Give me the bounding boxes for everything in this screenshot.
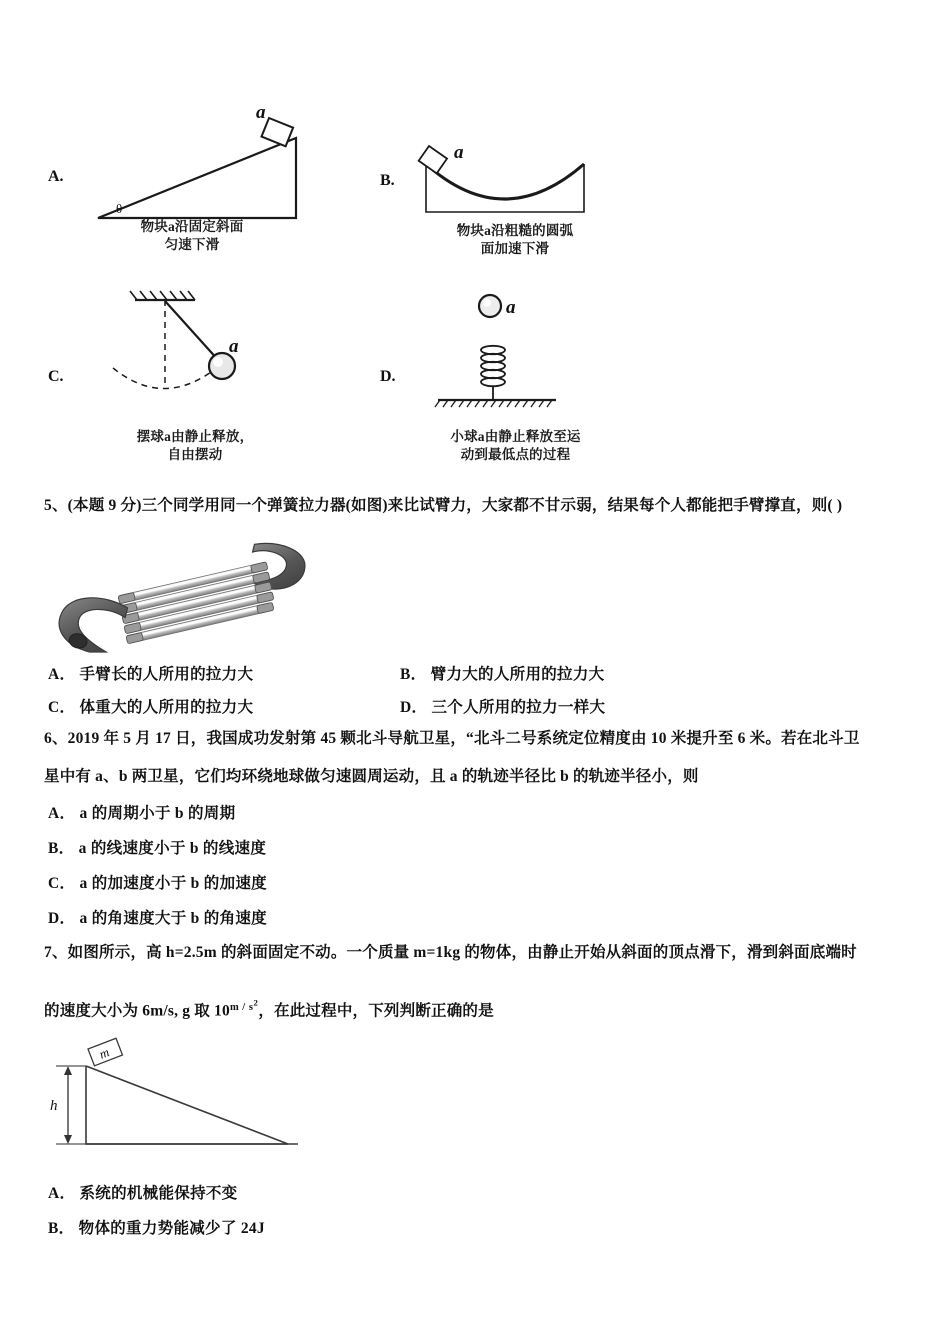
option-c-caption xyxy=(95,428,295,464)
option-a-caption-line2: 匀速下滑 xyxy=(164,237,220,253)
q6-option-d xyxy=(48,906,267,928)
q6-option-c-text: a 的加速度小于 b 的加速度 xyxy=(79,875,267,892)
q6-option-a xyxy=(48,801,235,823)
option-b-label: B. xyxy=(380,172,395,189)
option-d-caption xyxy=(408,428,623,464)
q5-option-c-label: C． xyxy=(48,699,76,716)
svg-text:h: h xyxy=(50,1098,58,1114)
q6-option-d-label: D． xyxy=(48,910,76,927)
q6-option-d-text: a 的角速度大于 b 的角速度 xyxy=(79,910,267,927)
q5-option-d-label: D． xyxy=(400,699,428,716)
q6-option-a-label: A． xyxy=(48,805,76,822)
q7-option-b-label: B． xyxy=(48,1220,75,1237)
option-a-caption-line1: 物块a沿固定斜面 xyxy=(140,219,244,234)
figure-chest-expander-photo xyxy=(58,532,326,650)
svg-text:a: a xyxy=(454,142,464,163)
q6-option-b-text: a 的线速度小于 b 的线速度 xyxy=(78,840,267,857)
svg-text:a: a xyxy=(506,297,516,318)
q5-option-b xyxy=(400,662,604,684)
option-b-caption xyxy=(415,222,615,258)
q7-option-b xyxy=(48,1216,265,1238)
question-6-stem-line2: 星中有 a、b 两卫星，它们均环绕地球做匀速圆周运动，且 a 的轨迹半径比 b 的轨迹半径小，则 xyxy=(44,768,699,785)
q6-option-c-label: C． xyxy=(48,875,76,892)
q7-stem-pre: 的速度大小为 6m/s, g 取 10 xyxy=(44,1002,230,1020)
figure-ball-above-spring xyxy=(430,290,620,418)
q6-option-c xyxy=(48,871,267,893)
q7-option-b-text: 物体的重力势能减少了 24J xyxy=(78,1220,265,1237)
figure-concave-arc-block xyxy=(418,142,598,222)
q6-option-a-text: a 的周期小于 b 的周期 xyxy=(79,805,236,822)
option-b-caption-line1: 物块a沿粗糙的圆弧 xyxy=(456,223,574,238)
option-d-caption-line1: 小球a由静止释放至运 xyxy=(450,429,581,444)
question-5-stem: 5、(本题 9 分)三个同学用同一个弹簧拉力器(如图)来比试臂力，大家都不甘示弱，结果每个人都能把手臂撑直，则( ) xyxy=(44,497,843,514)
option-a-caption xyxy=(92,218,292,254)
q7-option-a xyxy=(48,1181,238,1203)
q7-units-superscript xyxy=(229,997,259,1013)
q5-option-c-text: 体重大的人所用的拉力大 xyxy=(79,699,254,716)
question-7-stem-line1: 7、如图所示，高 h=2.5m 的斜面固定不动。一个质量 m=1kg 的物体，由静止开始从斜面的顶点滑下，滑到斜面底端时 xyxy=(44,944,857,961)
q5-option-d-text: 三个人所用的拉力一样大 xyxy=(431,699,606,716)
q7-option-a-text: 系统的机械能保持不变 xyxy=(79,1185,238,1202)
q5-option-d xyxy=(400,695,605,717)
q5-option-b-label: B． xyxy=(400,666,427,683)
option-c-caption-line1: 摆球a由静止释放， xyxy=(136,429,254,444)
option-b-caption-line2: 面加速下滑 xyxy=(480,241,550,257)
svg-text:m: m xyxy=(97,1044,112,1062)
q6-option-b xyxy=(48,836,266,858)
option-c-caption-line2: 自由摆动 xyxy=(167,447,223,463)
figure-incline-with-block-and-height xyxy=(44,1044,334,1164)
option-d-label: D. xyxy=(380,368,396,385)
svg-text:a: a xyxy=(256,102,266,123)
option-d-caption-line2: 动到最低点的过程 xyxy=(460,447,571,463)
q5-option-a xyxy=(48,662,253,684)
q5-option-c xyxy=(48,695,253,717)
q7-units-text: m / s xyxy=(229,1001,254,1013)
option-c-label: C. xyxy=(48,368,64,385)
figure-inclined-plane-block xyxy=(88,100,338,220)
q5-option-a-label: A． xyxy=(48,666,76,683)
q7-option-a-label: A． xyxy=(48,1185,76,1202)
q6-option-b-label: B． xyxy=(48,840,75,857)
figure-pendulum xyxy=(95,288,295,428)
q5-option-b-text: 臂力大的人所用的拉力大 xyxy=(430,666,605,683)
q5-option-a-text: 手臂长的人所用的拉力大 xyxy=(79,666,254,683)
svg-text:a: a xyxy=(229,336,239,357)
option-a-label: A. xyxy=(48,168,64,185)
q7-stem-post: ，在此过程中，下列判断正确的是 xyxy=(258,1002,494,1020)
q7-units-exponent: 2 xyxy=(253,997,259,1007)
question-7-stem-line2 xyxy=(44,996,494,1023)
question-6-stem-line1: 6、2019 年 5 月 17 日，我国成功发射第 45 颗北斗导航卫星，“北斗二号系统定位精度由 10 米提升至 6 米。若在北斗卫 xyxy=(44,730,860,747)
svg-text:θ: θ xyxy=(116,201,123,216)
